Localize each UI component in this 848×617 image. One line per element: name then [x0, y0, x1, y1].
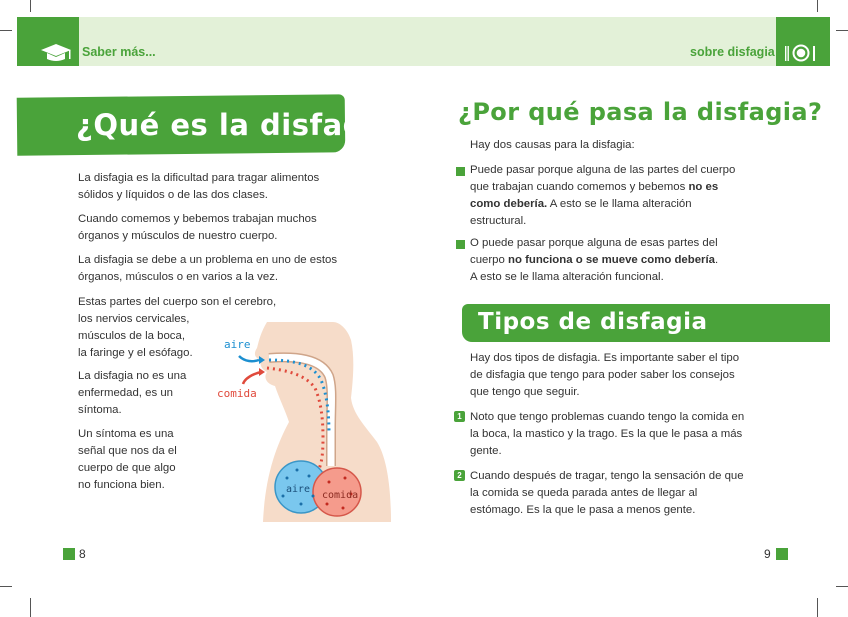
type-one: Noto que tengo problemas cuando tengo la comida en la boca, la mastico y la trago. Es la que le pasa a más gente. [470, 411, 745, 457]
label-comida-lung: comida [322, 490, 359, 501]
causes-intro: Hay dos causas para la disfagia: [470, 139, 635, 151]
causes-heading: ¿Por qué pasa la disfagia? [458, 98, 823, 126]
type-number-badge: 2 [454, 470, 465, 481]
crop-mark [30, 0, 31, 12]
header-right-tab [776, 17, 830, 66]
page-marker-right [776, 548, 788, 560]
plate-cutlery-icon [776, 17, 830, 66]
body-parts-paragraph: Estas partes del cuerpo son el cerebro, los nervios cervicales, músculos de la boca, la faringe y el esófago. [78, 296, 277, 359]
header-right-label: sobre disfagia [690, 45, 775, 59]
crop-mark [836, 586, 848, 587]
cause-functional: O puede pasar porque alguna de esas partes del cuerpo no funciona o se mueve como debería. A esto se le llama alteración funcional. [470, 237, 719, 283]
type-two: Cuando después de tragar, tengo la sensación de que la comida se queda parada antes de llegar al estómago. Es la que le pasa a menos gente. [470, 470, 744, 516]
cause-paragraph: La disfagia se debe a un problema en uno de estos órganos, músculos o en varios a la vez. [78, 254, 338, 283]
crop-mark [836, 30, 848, 31]
crop-mark [0, 30, 12, 31]
intro-paragraph: La disfagia es la dificultad para tragar alimentos sólidos y líquidos o de las dos clases. [78, 172, 320, 201]
page-number-right: 9 [764, 547, 771, 561]
label-comida: comida [217, 387, 257, 400]
crop-mark [0, 586, 12, 587]
header-left-tab [17, 17, 79, 66]
crop-mark [817, 0, 818, 12]
cause-structural: Puede pasar porque alguna de las partes del cuerpo que trabajan cuando comemos y bebemos no es como debería. A esto se le llama alteración estructural. [470, 164, 736, 227]
bullet [456, 240, 465, 249]
crop-mark [30, 598, 31, 617]
label-aire-top: aire [224, 338, 251, 351]
page-marker-left [63, 548, 75, 560]
organs-paragraph: Cuando comemos y bebemos trabajan muchos órganos y músculos de nuestro cuerpo. [78, 213, 317, 242]
bullet [456, 167, 465, 176]
label-aire-lung: aire [286, 484, 311, 495]
graduation-cap-icon [17, 17, 79, 66]
symptom-paragraph: La disfagia no es una enfermedad, es un síntoma. [78, 370, 187, 416]
types-intro: Hay dos tipos de disfagia. Es importante saber el tipo de disfagia que tengo para poder saber los consejos que tengo que seguir. [470, 352, 740, 398]
type-number-badge: 1 [454, 411, 465, 422]
header-left-label: Saber más... [82, 45, 156, 59]
page-number-left: 8 [79, 547, 86, 561]
signal-paragraph: Un síntoma es una señal que nos da el cuerpo de que algo no funciona bien. [78, 428, 177, 491]
types-title: Tipos de disfagia [478, 309, 708, 335]
page-title: ¿Qué es la disfagia? [76, 108, 412, 142]
crop-mark [817, 598, 818, 617]
